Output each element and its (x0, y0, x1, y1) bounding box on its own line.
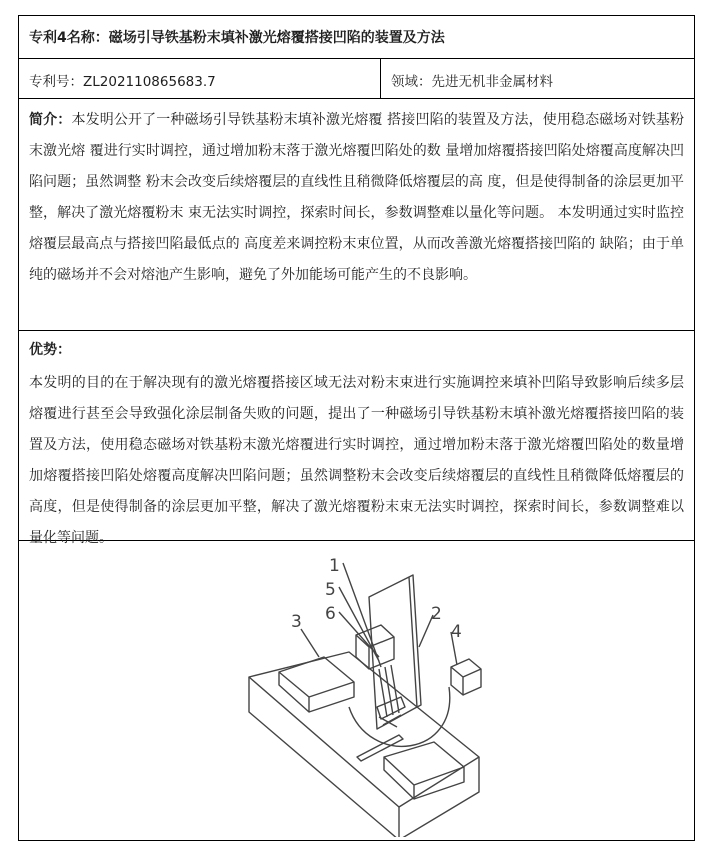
apparatus-drawing (229, 557, 509, 837)
title-row (19, 16, 694, 59)
advantage-row (19, 331, 694, 546)
magnet-block-left (279, 657, 354, 712)
field-cell (381, 59, 694, 98)
advantage-text: 本发明的目的在于解决现有的激光熔覆搭接区域无法对粉末束进行实施调控来填补凹陷导致影响后续多层熔覆进行甚至会导致强化涂层制备失败的问题，提出了一种磁场引导铁基粉末填补激光熔覆搭接凹陷的装置及方法，使用稳态磁场对铁基粉末激光熔覆进行实时调控，通过增加粉末落于激光熔覆凹陷处的数量增加熔覆搭接凹陷处熔覆高度解决凹陷问题；虽然调整粉末会改变后续熔覆层的直线性且稍微降低熔覆层的高度，但是使得制备的涂层更加平整，解决了激光熔覆粉末束无法实时调控，探索时间长，参数调整难以量化等问题。 (29, 375, 684, 546)
apparatus-svg (229, 557, 509, 837)
summary-label: 简介： (29, 112, 72, 128)
label-2: 2 (431, 604, 442, 624)
patent-number-cell (19, 59, 381, 98)
summary-paragraph (29, 105, 684, 291)
summary-row (19, 99, 694, 331)
advantage-label: 优势： (29, 342, 71, 358)
patent-number: 专利号：ZL202110865683.7 (29, 74, 216, 90)
magnet-block-right (384, 742, 464, 799)
sensor-module (451, 659, 481, 695)
meta-row (19, 59, 694, 99)
slide-rail (357, 735, 403, 761)
base-platform-front (249, 677, 399, 837)
figure-row (19, 541, 694, 841)
label-4: 4 (451, 622, 462, 642)
patent-table (18, 15, 695, 841)
upper-module (356, 625, 394, 669)
label-1: 1 (329, 557, 340, 576)
label-6: 6 (325, 604, 336, 624)
field: 领域：先进无机非金属材料 (391, 74, 553, 90)
patent-title: 专利4名称：磁场引导铁基粉末填补激光熔覆搭接凹陷的装置及方法 (29, 30, 445, 46)
nozzle-assembly (377, 665, 405, 727)
mount-plate (369, 575, 421, 729)
label-3: 3 (291, 612, 302, 632)
summary-text: 本发明公开了一种磁场引导铁基粉末填补激光熔覆 搭接凹陷的装置及方法，使用稳态磁场对铁基粉末激光熔 覆进行实时调控，通过增加粉末落于激光熔覆凹陷处的数 量增加熔覆搭接凹陷处熔覆高度解决凹陷问题；虽然调整 粉末会改变后续熔覆层的直线性且稍微降低熔覆层的高 度，但是使得制备的涂层更加平整，解决了激光熔覆粉末 束无法实时调控，探索时间长，参数调整难以量化等问题。 本发明通过实时监控熔覆层最高点与搭接凹陷最低点的 高度差来调控粉末束位置，从而改善激光熔覆搭接凹陷的 缺陷；由于单纯的磁场并不会对熔池产生影响，避免了外加能场可能产生的不良影响。 (29, 112, 685, 283)
label-5: 5 (325, 580, 336, 600)
